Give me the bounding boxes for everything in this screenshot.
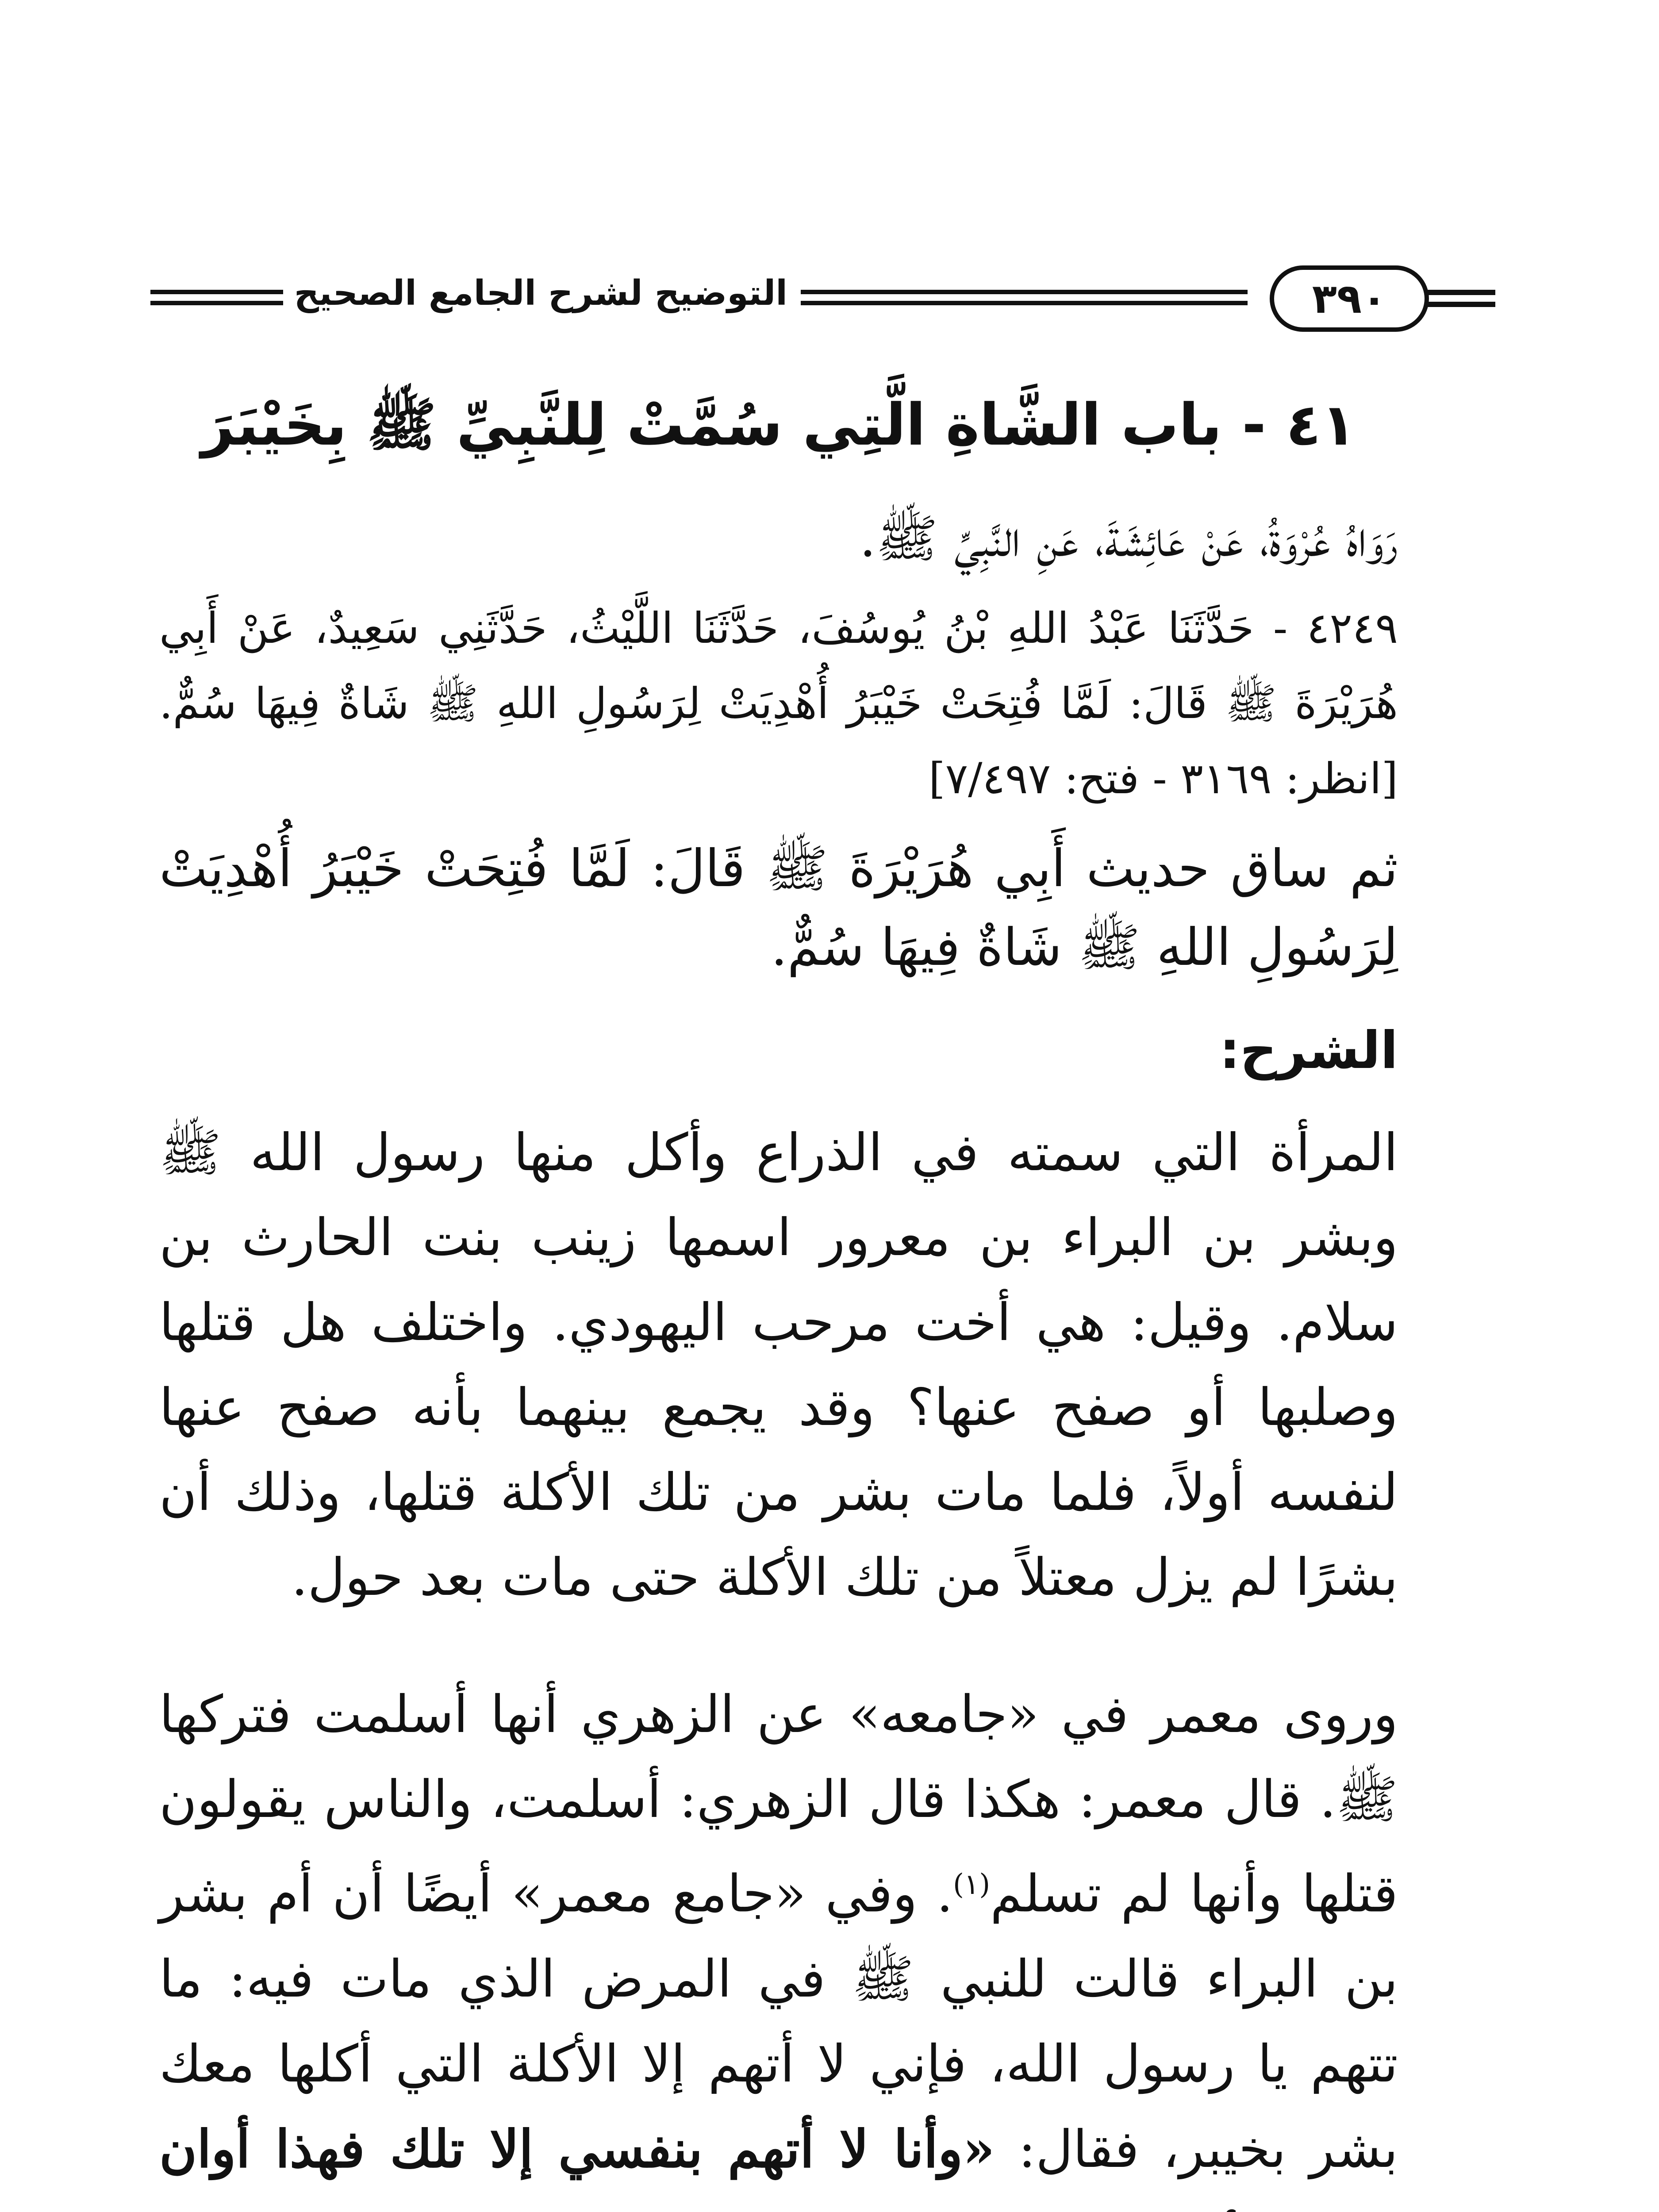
intro-paragraph: ثم ساق حديث أَبِي هُرَيْرَةَ ﷺ قَالَ: لَمَّا فُتِحَتْ خَيْبَرُ أُهْدِيَتْ لِرَسُولِ اللهِ ﷺ شَاةٌ فِيهَا سُمٌّ.: [159, 839, 1398, 977]
page-number: ٣٩٠: [1270, 265, 1429, 332]
hadith-text: ٤٢٤٩ - حَدَّثَنَا عَبْدُ اللهِ بْنُ يُوسُفَ، حَدَّثَنَا اللَّيْثُ، حَدَّثَنِي سَعِيدٌ، عَنْ أَبِي هُرَيْرَةَ ﷺ قَالَ: لَمَّا فُتِحَتْ خَيْبَرُ أُهْدِيَتْ لِرَسُولِ اللهِ ﷺ شَاةٌ فِيهَا سُمٌّ. [انظر: ٣١٦٩ - فتح: ٧/٤٩٧]: [159, 603, 1398, 803]
header-rule: [1425, 290, 1495, 295]
running-header: [150, 265, 1495, 332]
header-rule: [150, 301, 283, 305]
paragraph-text: . وفي «جامع معمر» أيضًا أن أم بشر بن البراء قالت للنبي ﷺ في المرض الذي مات فيه: ما تتهم يا رسول الله، فإني لا أتهم إلا الأكلة التي أكلها معك بشر بخيبر، فقال:: [159, 1864, 1398, 2179]
header-rule: [150, 290, 283, 294]
header-rule: [801, 301, 1248, 305]
commentary-paragraph: المرأة التي سمته في الذراع وأكل منها رسول الله ﷺ وبشر بن البراء بن معرور اسمها زينب بنت الحارث بن سلام. وقيل: هي أخت مرحب اليهودي. واختلف هل قتلها وصلبها أو صفح عنها؟ وقد يجمع بينهما بأنه صفح عنها لنفسه أولاً، فلما مات بشر من تلك الأكلة قتلها، وذلك أن بشرًا لم يزل معتلاً من تلك الأكلة حتى مات بعد حول.: [159, 1123, 1398, 1607]
header-rule: [1425, 302, 1495, 307]
sharh-label: الشرح:: [1219, 1021, 1398, 1080]
commentary-paragraph: [159, 1672, 1398, 2212]
paragraph-text: وروى معمر في «جامعه» عن الزهري أنها أسلمت فتركها ﷺ. قال معمر: هكذا قال الزهري: أسلمت، والناس يقولون قتلها وأنها لم تسلم: [159, 1685, 1398, 1924]
riwaya-line: رَوَاهُ عُرْوَةُ، عَنْ عَائِشَةَ، عَنِ النَّبِيِّ ﷺ.: [860, 509, 1398, 568]
footnote-marker: (١): [952, 1868, 991, 1901]
chapter-heading: ٤١ - باب الشَّاةِ الَّتِي سُمَّتْ لِلنَّبِيِّ ﷺ بِخَيْبَرَ: [201, 391, 1356, 458]
book-title: التوضيح لشرح الجامع الصحيح: [294, 273, 787, 313]
prophetic-quote: «وأنا لا أتهم بنفسي إلا تلك فهذا أوان: [159, 2119, 995, 2179]
header-rule: [801, 290, 1248, 294]
